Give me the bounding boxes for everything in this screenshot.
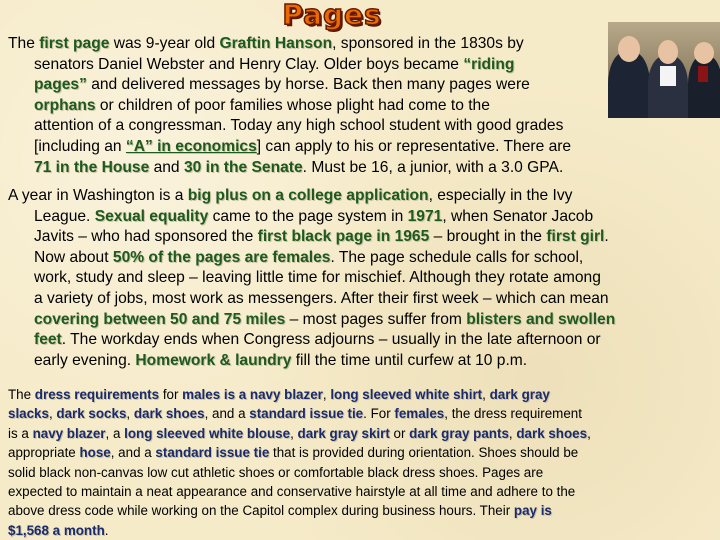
highlight-blisters: blisters and swollen: [466, 310, 616, 328]
text-line: senators Daniel Webster and Henry Clay. Older boys became “riding: [34, 55, 515, 73]
highlight-first-black-page: first black page in 1965: [257, 228, 430, 246]
text-line: work, study and sleep – leaving little time for mischief. Although they rotate among: [34, 269, 601, 287]
highlight-1971: 1971: [407, 207, 443, 225]
highlight-white-shirt: long sleeved white shirt: [330, 387, 483, 402]
paragraph-history: [8, 34, 708, 178]
text-line: 71 in the House and 30 in the Senate. Must be 16, a junior, with a 3.0 GPA.: [34, 158, 564, 176]
text-line: The dress requirements for males is a navy blazer, long sleeved white shirt, dark gray: [8, 387, 550, 402]
highlight-blouse: long sleeved white blouse: [124, 425, 291, 441]
highlight-dark-socks: dark socks: [56, 406, 127, 422]
text-line: A year in Washington is a big plus on a college application, especially in the Ivy: [8, 187, 573, 204]
highlight-navy-blazer: navy blazer: [32, 425, 106, 441]
highlight-miles: covering between 50 and 75 miles: [34, 310, 286, 328]
text-line: a variety of jobs, most work as messengers. After their first week – which can mean: [34, 289, 609, 307]
highlight-females: 50% of the pages are females: [112, 248, 331, 266]
text-line: expected to maintain a neat appearance and conservative hairstyle at all time and adhere to the: [8, 484, 576, 500]
text-line: solid black non-canvas low cut athletic shoes or comfortable black dress shoes. Pages are: [8, 464, 544, 480]
text-line: early evening. Homework & laundry fill the time until curfew at 10 p.m.: [34, 351, 528, 369]
highlight-females-dress: females: [394, 406, 445, 422]
highlight-dark-shoes-2: dark shoes: [516, 425, 588, 441]
highlight-college: big plus on a college application: [187, 187, 429, 204]
highlight-pants: dark gray pants: [409, 425, 509, 441]
highlight-pay: pay is: [513, 503, 552, 519]
text-line: appropriate hose, and a standard issue tie that is provided during orientation. Shoes should be: [8, 445, 579, 461]
highlight-homework: Homework & laundry: [135, 351, 292, 369]
text-line: slacks, dark socks, dark shoes, and a standard issue tie. For females, the dress requirement: [8, 406, 582, 422]
highlight-hose: hose: [79, 445, 111, 461]
highlight-orphans: orphans: [34, 96, 96, 114]
text-line: $1,568 a month.: [8, 522, 109, 538]
paragraph-washington-year: [8, 186, 712, 371]
highlight-house: 71 in the House: [34, 158, 150, 176]
text-line: The first page was 9-year old Graftin Hanson, sponsored in the 1830s by: [8, 35, 524, 52]
text-line: Now about 50% of the pages are females. The page schedule calls for school,: [34, 248, 584, 266]
text-line: Javits – who had sponsored the first black page in 1965 – brought in the first girl.: [34, 228, 609, 246]
highlight-salary: $1,568 a month: [8, 522, 105, 538]
highlight-slacks: slacks: [8, 406, 49, 422]
text-line: League. Sexual equality came to the page system in 1971, when Senator Jacob: [34, 207, 594, 225]
text-line: [including an “A” in economics] can apply to his or representative. There are: [34, 137, 572, 155]
highlight-economics: “A” in economics: [125, 137, 257, 155]
highlight-feet: feet: [34, 331, 62, 349]
highlight-tie-2: standard issue tie: [155, 445, 270, 461]
text-line: orphans or children of poor families whose plight had come to the: [34, 96, 490, 114]
highlight-senate: 30 in the Senate: [183, 158, 303, 176]
highlight-graftin-hanson: Graftin Hanson: [219, 35, 333, 52]
highlight-sexual-equality: Sexual equality: [94, 207, 209, 225]
text-line: covering between 50 and 75 miles – most pages suffer from blisters and swollen: [34, 310, 616, 328]
highlight-skirt: dark gray skirt: [297, 425, 390, 441]
text-line: feet. The workday ends when Congress adjourns – usually in the late afternoon or: [34, 331, 601, 349]
highlight-riding: “riding: [463, 55, 515, 73]
highlight-first-page: first page: [39, 35, 110, 52]
highlight-first-girl: first girl: [546, 228, 605, 246]
page-title: Pages: [282, 0, 382, 31]
text-line: is a navy blazer, a long sleeved white blouse, dark gray skirt or dark gray pants, dark shoes,: [8, 425, 591, 441]
paragraph-dress-code: [8, 385, 702, 540]
highlight-dress-requirements: dress requirements: [34, 387, 160, 402]
text-line: above dress code while working on the Capitol complex during business hours. Their pay is: [8, 503, 552, 519]
highlight-dark-shoes: dark shoes: [133, 406, 205, 422]
highlight-males: males is a navy blazer: [182, 387, 323, 402]
text-line: pages” and delivered messages by horse. Back then many pages were: [34, 76, 530, 94]
highlight-dark-gray: dark gray: [489, 387, 550, 402]
highlight-pages: pages”: [34, 76, 87, 94]
text-line: attention of a congressman. Today any high school student with good grades: [34, 117, 564, 135]
highlight-tie: standard issue tie: [249, 406, 364, 422]
